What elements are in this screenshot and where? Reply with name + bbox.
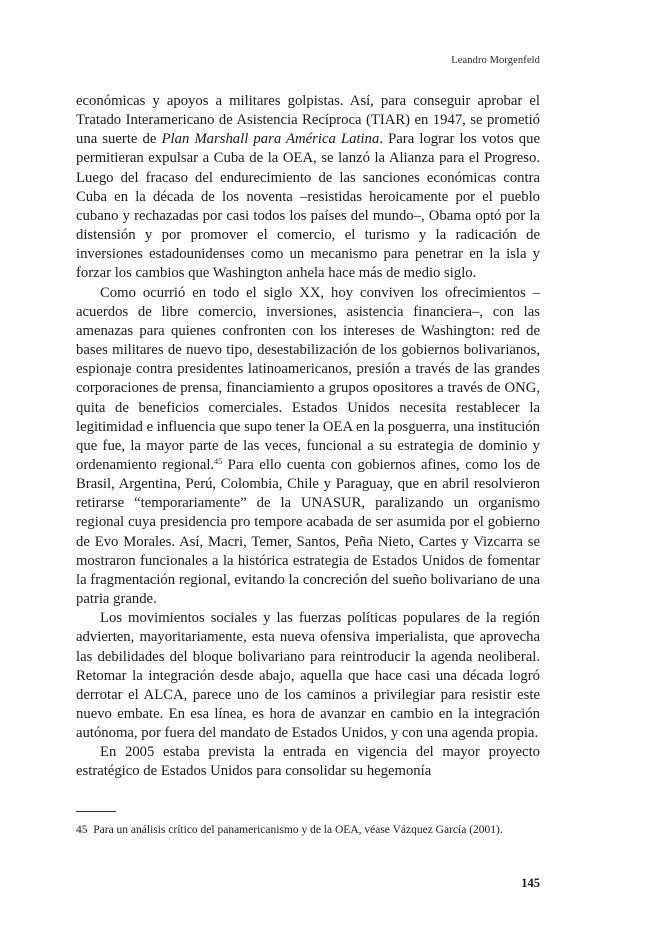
italic-title-plan-marshall: Plan Marshall para América Latina	[161, 131, 380, 148]
running-header-author: Leandro Morgenfeld	[451, 55, 540, 66]
footnote-number: 45	[76, 824, 88, 836]
footnote-separator	[76, 811, 116, 812]
paragraph-1-text-end: . Para lograr los votos que permitieran expulsar a Cuba de la OEA, se lanzó la Alianza para el Progreso. Luego del fracaso del endurecimiento de las sanciones económicas contra Cuba en la década de los noventa –resistidas heroicamente por el pueblo cubano y rechazadas por casi todos los países del mundo–, Obama optó por la distensión y por promover el comercio, el turismo y la radicación de inversiones estadounidenses como un mecanismo para penetrar en la isla y forzar los cambios que Washington anhela hace más de medio siglo.	[76, 131, 541, 282]
paragraph-2-text-start: Como ocurrió en todo el siglo XX, hoy conviven los ofrecimientos –acuerdos de libre comercio, inversiones, asistencia financiera–, con las amenazas para quienes confronten con los intereses de Washington: red de bases militares de nuevo tipo, desestabilización de los gobiernos bolivarianos, espionaje contra presidentes latinoamericanos, presión a través de las grandes corporaciones de prensa, financiamiento a grupos opositores a través de ONG, quita de beneficios comerciales. Estados Unidos necesita restablecer la legitimidad e influencia que supo tener la OEA en la posguerra, una institución que fue, la mayor parte de las veces, funcional a su estrategia de dominio y ordenamiento regional.	[76, 284, 540, 473]
paragraph-4: En 2005 estaba prevista la entrada en vigencia del mayor proyecto estratégico de Estados Unidos para consolidar su hegemonía	[76, 744, 540, 780]
paragraph-1-text-start: económicas y apoyos a militares golpistas. Así, para conseguir aprobar el Tratado Interamericano de Asistencia Recíproca (TIAR) en 1947, se prometió una suerte de	[76, 93, 540, 148]
main-text	[76, 92, 540, 782]
paragraph-2	[76, 284, 540, 610]
footnote-text: Para un análisis crítico del panamericanismo y de la OEA, véase Vázquez García (2001).	[93, 824, 503, 836]
footnote-reference[interactable]: 45	[214, 456, 223, 466]
footnote	[76, 822, 540, 838]
page-number: 145	[521, 876, 540, 890]
paragraph-3: Los movimientos sociales y las fuerzas políticas populares de la región advierten, mayoritariamente, esta nueva ofensiva imperialista, que aprovecha las debilidades del bloque bolivariano para reintroducir la agenda neoliberal. Retomar la integración desde abajo, aquella que hace casi una década logró derrotar el ALCA, parece uno de los caminos a privilegiar para resistir este nuevo embate. En esa línea, es hora de avanzar en cambio en la integración autónoma, por fuera del mandato de Estados Unidos, y con una agenda propia.	[76, 610, 540, 742]
paragraph-2-text-end: Para ello cuenta con gobiernos afines, como los de Brasil, Argentina, Perú, Colombia, Chile y Paraguay, que en abril resolvieron retirarse “temporariamente” de la UNASUR, paralizando un organismo regional cuya presidencia pro tempore acabada de ser asumida por el gobierno de Evo Morales. Así, Macri, Temer, Santos, Peña Nieto, Cartes y Vizcarra se mostraron funcionales a la histórica estrategia de Estados Unidos de fomentar la fragmentación regional, evitando la concreción del sueño bolivariano de una patria grande.	[76, 456, 540, 608]
paragraph-1	[76, 92, 540, 284]
